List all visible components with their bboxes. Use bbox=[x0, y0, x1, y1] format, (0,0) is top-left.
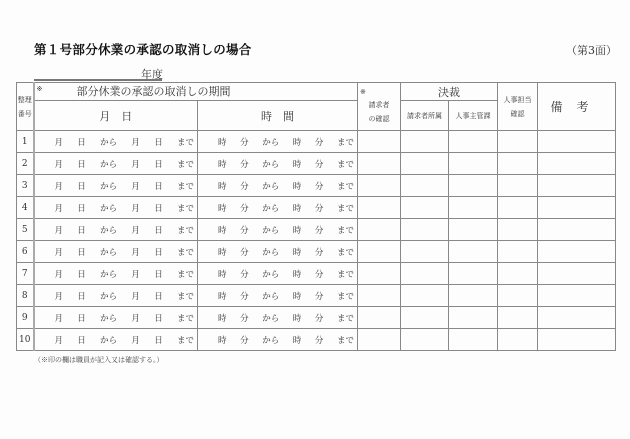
page-label: （第3面） bbox=[566, 44, 617, 57]
time-unit-label: 時 bbox=[292, 181, 302, 192]
date-unit-label: まで bbox=[176, 159, 194, 170]
time-range-cell[interactable] bbox=[198, 241, 358, 263]
date-unit-label: 月 bbox=[54, 159, 64, 170]
time-unit-label: から bbox=[262, 247, 280, 258]
date-unit-label: 日 bbox=[77, 313, 86, 324]
time-unit-label: 分 bbox=[314, 225, 324, 236]
hr-staff-cell[interactable] bbox=[498, 131, 538, 153]
date-unit-label: 日 bbox=[154, 291, 163, 302]
time-unit-label: まで bbox=[336, 313, 354, 324]
hr-staff-cell[interactable] bbox=[498, 219, 538, 241]
time-unit-label: まで bbox=[336, 291, 354, 302]
header-period-label: 部分休業の承認の取消しの期間 bbox=[76, 84, 231, 98]
date-unit-label: 月 bbox=[131, 137, 140, 148]
time-unit-label: から bbox=[262, 159, 280, 170]
date-unit-label: まで bbox=[176, 313, 194, 324]
row-number: 9 bbox=[17, 307, 34, 329]
table-row bbox=[17, 153, 616, 175]
row-number: 7 bbox=[17, 263, 34, 285]
table-row bbox=[17, 285, 616, 307]
date-unit-label: まで bbox=[176, 203, 194, 214]
hr-division-cell[interactable] bbox=[449, 197, 498, 219]
date-unit-label: 月 bbox=[54, 247, 64, 258]
header-hr-staff bbox=[498, 83, 538, 131]
header-hr-staff-line1: 人事担当 bbox=[503, 95, 532, 104]
time-unit-label: 分 bbox=[314, 137, 324, 148]
date-unit-label: 日 bbox=[154, 203, 163, 214]
date-unit-label: まで bbox=[176, 225, 194, 236]
time-range-cell[interactable] bbox=[198, 329, 358, 351]
date-unit-label: 日 bbox=[77, 159, 86, 170]
table-row bbox=[17, 307, 616, 329]
date-range-cell[interactable] bbox=[34, 175, 198, 197]
row-number: 8 bbox=[17, 285, 34, 307]
time-range-cell[interactable] bbox=[198, 153, 358, 175]
date-unit-label: 日 bbox=[154, 137, 163, 148]
remarks-cell[interactable] bbox=[538, 175, 616, 197]
time-unit-label: 分 bbox=[314, 181, 324, 192]
time-unit-label: 分 bbox=[314, 313, 324, 324]
time-unit-label: から bbox=[262, 225, 280, 236]
time-unit-label: 分 bbox=[240, 203, 249, 214]
time-unit-label: 分 bbox=[314, 247, 324, 258]
time-unit-label: から bbox=[262, 181, 280, 192]
time-unit-label: 時 bbox=[218, 159, 227, 170]
date-unit-label: 日 bbox=[154, 181, 163, 192]
hr-staff-cell[interactable] bbox=[498, 307, 538, 329]
header-requester-confirm-line2: の確認 bbox=[368, 114, 390, 123]
requester-dept-cell[interactable] bbox=[401, 131, 449, 153]
time-unit-label: 時 bbox=[292, 269, 302, 280]
time-unit-label: 分 bbox=[240, 291, 249, 302]
table-row bbox=[17, 219, 616, 241]
date-unit-label: まで bbox=[176, 291, 194, 302]
header-hr-staff-line2: 確認 bbox=[510, 109, 525, 118]
form-title: 第１号部分休業の承認の取消しの場合 bbox=[34, 42, 252, 57]
remarks-cell[interactable] bbox=[538, 307, 616, 329]
time-unit-label: 時 bbox=[218, 247, 227, 258]
date-unit-label: 日 bbox=[154, 247, 163, 258]
requester-confirm-cell[interactable] bbox=[358, 219, 401, 241]
remarks-cell[interactable] bbox=[538, 153, 616, 175]
hr-division-cell[interactable] bbox=[449, 241, 498, 263]
date-unit-label: まで bbox=[176, 247, 194, 258]
date-unit-label: から bbox=[100, 269, 118, 280]
time-unit-label: まで bbox=[336, 159, 354, 170]
fiscal-year-label: 年度 bbox=[141, 68, 163, 81]
date-unit-label: 日 bbox=[77, 247, 86, 258]
asterisk-mark: ※ bbox=[36, 85, 43, 93]
hr-staff-cell[interactable] bbox=[498, 197, 538, 219]
requester-confirm-cell[interactable] bbox=[358, 153, 401, 175]
time-unit-label: 分 bbox=[314, 269, 324, 280]
date-unit-label: まで bbox=[176, 181, 194, 192]
date-range-cell[interactable] bbox=[34, 241, 198, 263]
date-unit-label: 日 bbox=[77, 181, 86, 192]
requester-confirm-cell[interactable] bbox=[358, 307, 401, 329]
date-unit-label: から bbox=[100, 203, 118, 214]
date-range-cell[interactable] bbox=[34, 285, 198, 307]
date-unit-label: 月 bbox=[131, 181, 140, 192]
header-number-line1: 整理 bbox=[17, 95, 32, 104]
row-number: 3 bbox=[17, 175, 34, 197]
time-unit-label: から bbox=[262, 137, 280, 148]
hr-staff-cell[interactable] bbox=[498, 329, 538, 351]
hr-division-cell[interactable] bbox=[449, 153, 498, 175]
date-unit-label: 月 bbox=[131, 159, 140, 170]
header-hr-division: 人事主管課 bbox=[449, 101, 498, 131]
time-unit-label: 時 bbox=[292, 313, 302, 324]
date-unit-label: 日 bbox=[77, 269, 86, 280]
date-range-cell[interactable] bbox=[34, 197, 198, 219]
date-unit-label: から bbox=[100, 225, 118, 236]
time-unit-label: 分 bbox=[240, 225, 249, 236]
date-unit-label: 日 bbox=[154, 159, 163, 170]
date-range-cell[interactable] bbox=[34, 219, 198, 241]
date-unit-label: 月 bbox=[54, 225, 64, 236]
time-unit-label: から bbox=[262, 335, 280, 346]
time-range-cell[interactable] bbox=[198, 197, 358, 219]
date-unit-label: 月 bbox=[54, 203, 64, 214]
hr-staff-cell[interactable] bbox=[498, 241, 538, 263]
hr-division-cell[interactable] bbox=[449, 219, 498, 241]
date-unit-label: 月 bbox=[54, 291, 64, 302]
time-unit-label: 分 bbox=[314, 203, 324, 214]
date-unit-label: 日 bbox=[77, 203, 86, 214]
date-unit-label: から bbox=[100, 247, 118, 258]
time-unit-label: 時 bbox=[218, 137, 227, 148]
hr-staff-cell[interactable] bbox=[498, 285, 538, 307]
requester-confirm-cell[interactable] bbox=[358, 285, 401, 307]
time-unit-label: 分 bbox=[314, 159, 324, 170]
hr-division-cell[interactable] bbox=[449, 175, 498, 197]
time-range-cell[interactable] bbox=[198, 307, 358, 329]
requester-dept-cell[interactable] bbox=[401, 153, 449, 175]
date-unit-label: 日 bbox=[77, 291, 86, 302]
date-unit-label: 日 bbox=[154, 225, 163, 236]
requester-dept-cell[interactable] bbox=[401, 263, 449, 285]
time-unit-label: から bbox=[262, 269, 280, 280]
date-unit-label: 月 bbox=[131, 203, 140, 214]
time-unit-label: まで bbox=[336, 203, 354, 214]
date-range-cell[interactable] bbox=[34, 131, 198, 153]
time-unit-label: 分 bbox=[314, 335, 324, 346]
table-row bbox=[17, 241, 616, 263]
header-time: 時 間 bbox=[198, 101, 358, 131]
time-unit-label: 時 bbox=[218, 313, 227, 324]
date-range-cell[interactable] bbox=[34, 263, 198, 285]
time-range-cell[interactable] bbox=[198, 263, 358, 285]
remarks-cell[interactable] bbox=[538, 263, 616, 285]
requester-confirm-cell[interactable] bbox=[358, 329, 401, 351]
date-unit-label: 月 bbox=[131, 291, 140, 302]
remarks-cell[interactable] bbox=[538, 285, 616, 307]
date-unit-label: から bbox=[100, 181, 118, 192]
table-row bbox=[17, 329, 616, 351]
time-unit-label: 時 bbox=[218, 203, 227, 214]
remarks-cell[interactable] bbox=[538, 241, 616, 263]
time-unit-label: まで bbox=[336, 335, 354, 346]
requester-confirm-cell[interactable] bbox=[358, 175, 401, 197]
table-row bbox=[17, 175, 616, 197]
requester-confirm-cell[interactable] bbox=[358, 241, 401, 263]
time-unit-label: 時 bbox=[292, 291, 302, 302]
time-unit-label: 時 bbox=[218, 181, 227, 192]
time-unit-label: まで bbox=[336, 269, 354, 280]
hr-staff-cell[interactable] bbox=[498, 153, 538, 175]
header-requester-confirm-line1: 請求者 bbox=[368, 100, 390, 109]
header-decision: 決裁 bbox=[401, 83, 498, 101]
date-unit-label: 月 bbox=[54, 313, 64, 324]
time-unit-label: 時 bbox=[292, 247, 302, 258]
hr-division-cell[interactable] bbox=[449, 329, 498, 351]
date-unit-label: まで bbox=[176, 137, 194, 148]
date-unit-label: 日 bbox=[77, 137, 86, 148]
hr-staff-cell[interactable] bbox=[498, 263, 538, 285]
date-unit-label: から bbox=[100, 291, 118, 302]
row-number: 1 bbox=[17, 131, 34, 153]
time-unit-label: まで bbox=[336, 137, 354, 148]
date-unit-label: から bbox=[100, 313, 118, 324]
table-row bbox=[17, 131, 616, 153]
row-number: 4 bbox=[17, 197, 34, 219]
requester-confirm-cell[interactable] bbox=[358, 197, 401, 219]
date-unit-label: 月 bbox=[54, 335, 64, 346]
date-range-cell[interactable] bbox=[34, 153, 198, 175]
date-unit-label: 月 bbox=[54, 181, 64, 192]
time-unit-label: まで bbox=[336, 247, 354, 258]
remarks-cell[interactable] bbox=[538, 329, 616, 351]
date-unit-label: 月 bbox=[131, 225, 140, 236]
date-unit-label: 日 bbox=[154, 335, 163, 346]
table-row bbox=[17, 263, 616, 285]
date-range-cell[interactable] bbox=[34, 329, 198, 351]
header-requester-dept: 請求者所属 bbox=[401, 101, 449, 131]
requester-dept-cell[interactable] bbox=[401, 329, 449, 351]
row-number: 2 bbox=[17, 153, 34, 175]
requester-dept-cell[interactable] bbox=[401, 175, 449, 197]
date-unit-label: 月 bbox=[54, 269, 64, 280]
asterisk-mark: ※ bbox=[360, 88, 366, 96]
date-unit-label: から bbox=[100, 137, 118, 148]
remarks-cell[interactable] bbox=[538, 197, 616, 219]
time-unit-label: から bbox=[262, 313, 280, 324]
date-unit-label: 月 bbox=[131, 335, 140, 346]
time-unit-label: 時 bbox=[292, 159, 302, 170]
date-range-cell[interactable] bbox=[34, 307, 198, 329]
time-unit-label: 時 bbox=[218, 335, 227, 346]
requester-dept-cell[interactable] bbox=[401, 197, 449, 219]
time-unit-label: まで bbox=[336, 181, 354, 192]
header-remarks: 備考 bbox=[538, 83, 616, 131]
time-unit-label: から bbox=[262, 291, 280, 302]
requester-dept-cell[interactable] bbox=[401, 307, 449, 329]
remarks-cell[interactable] bbox=[538, 219, 616, 241]
fiscal-year-input-line[interactable] bbox=[34, 79, 162, 81]
date-unit-label: 日 bbox=[77, 225, 86, 236]
time-unit-label: 時 bbox=[292, 225, 302, 236]
time-unit-label: 分 bbox=[240, 247, 249, 258]
date-unit-label: 月 bbox=[131, 247, 140, 258]
header-number-line2: 番号 bbox=[17, 109, 32, 118]
time-unit-label: 分 bbox=[240, 181, 249, 192]
time-unit-label: 分 bbox=[240, 335, 249, 346]
date-unit-label: 月 bbox=[54, 137, 64, 148]
time-unit-label: 時 bbox=[218, 291, 227, 302]
table-row bbox=[17, 197, 616, 219]
header-requester-confirm bbox=[358, 83, 401, 131]
time-unit-label: 時 bbox=[292, 137, 302, 148]
time-unit-label: 時 bbox=[218, 269, 227, 280]
time-unit-label: 分 bbox=[240, 313, 249, 324]
remarks-cell[interactable] bbox=[538, 131, 616, 153]
time-unit-label: から bbox=[262, 203, 280, 214]
row-number: 10 bbox=[17, 329, 34, 351]
header-date: 月 日 bbox=[34, 101, 198, 131]
time-range-cell[interactable] bbox=[198, 175, 358, 197]
date-unit-label: 日 bbox=[77, 335, 86, 346]
row-number: 6 bbox=[17, 241, 34, 263]
date-unit-label: から bbox=[100, 335, 118, 346]
time-unit-label: 分 bbox=[240, 159, 249, 170]
hr-staff-cell[interactable] bbox=[498, 175, 538, 197]
requester-dept-cell[interactable] bbox=[401, 241, 449, 263]
hr-division-cell[interactable] bbox=[449, 263, 498, 285]
hr-division-cell[interactable] bbox=[449, 307, 498, 329]
requester-confirm-cell[interactable] bbox=[358, 131, 401, 153]
time-unit-label: 分 bbox=[240, 269, 249, 280]
time-unit-label: まで bbox=[336, 225, 354, 236]
time-unit-label: 時 bbox=[292, 335, 302, 346]
date-unit-label: から bbox=[100, 159, 118, 170]
time-unit-label: 時 bbox=[292, 203, 302, 214]
time-unit-label: 分 bbox=[240, 137, 249, 148]
date-unit-label: まで bbox=[176, 269, 194, 280]
date-unit-label: まで bbox=[176, 335, 194, 346]
requester-confirm-cell[interactable] bbox=[358, 263, 401, 285]
time-range-cell[interactable] bbox=[198, 219, 358, 241]
header-period bbox=[34, 83, 358, 101]
footer-note: （※印の欄は職員が記入又は確認する。） bbox=[34, 356, 164, 364]
time-range-cell[interactable] bbox=[198, 285, 358, 307]
date-unit-label: 月 bbox=[131, 313, 140, 324]
time-unit-label: 時 bbox=[218, 225, 227, 236]
date-unit-label: 月 bbox=[131, 269, 140, 280]
requester-dept-cell[interactable] bbox=[401, 285, 449, 307]
cancellation-table bbox=[16, 82, 616, 351]
header-number bbox=[17, 83, 34, 131]
row-number: 5 bbox=[17, 219, 34, 241]
time-unit-label: 分 bbox=[314, 291, 324, 302]
time-range-cell[interactable] bbox=[198, 131, 358, 153]
hr-division-cell[interactable] bbox=[449, 285, 498, 307]
hr-division-cell[interactable] bbox=[449, 131, 498, 153]
requester-dept-cell[interactable] bbox=[401, 219, 449, 241]
date-unit-label: 日 bbox=[154, 269, 163, 280]
date-unit-label: 日 bbox=[154, 313, 163, 324]
